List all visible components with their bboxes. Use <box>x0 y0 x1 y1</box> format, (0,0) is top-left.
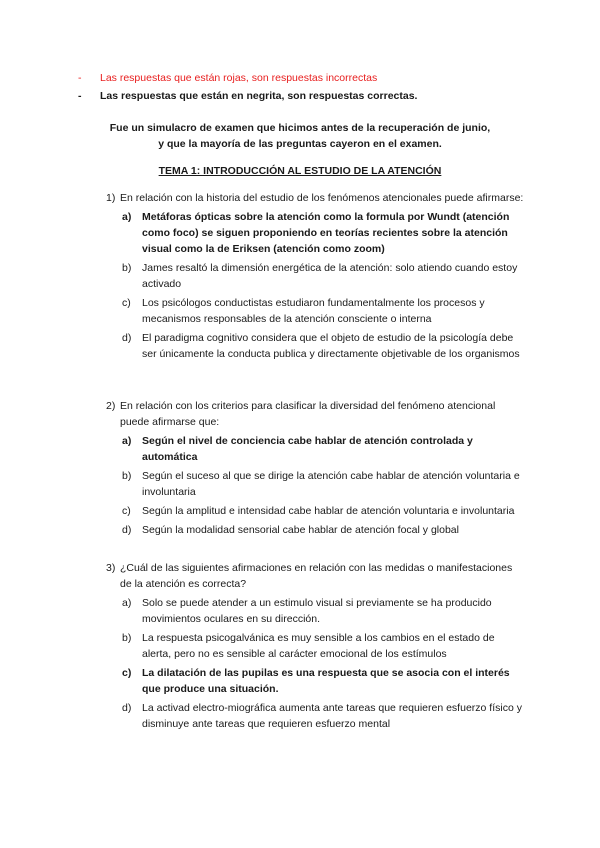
option-c <box>106 665 526 697</box>
legend-dash: - <box>78 72 82 84</box>
intro-line-1: Fue un simulacro de examen que hicimos antes de la recuperación de junio, <box>109 122 491 134</box>
option-letter: b) <box>122 632 132 644</box>
question-stem: En relación con la historia del estudio de los fenómenos atencionales puede afirmarse: <box>120 192 524 204</box>
question-stem: ¿Cuál de las siguientes afirmaciones en relación con las medidas o manifestaciones de la atención es correcta? <box>120 562 513 590</box>
option-b <box>106 630 526 662</box>
options-list <box>106 595 526 732</box>
option-text: Según la amplitud e intensidad cabe hablar de atención voluntaria e involuntaria <box>142 505 515 517</box>
options-list <box>106 209 526 362</box>
option-c <box>106 503 526 519</box>
option-letter: c) <box>122 667 132 679</box>
option-text: La dilatación de las pupilas es una respuesta que se asocia con el interés que produce una situación. <box>142 667 510 695</box>
legend-text-incorrect: Las respuestas que están rojas, son respuestas incorrectas <box>100 72 378 84</box>
option-text: El paradigma cognitivo considera que el objeto de estudio de la psicología debe ser únicamente la conducta publica y directamente objetivable de los organismos <box>142 332 520 360</box>
option-letter: c) <box>122 297 131 309</box>
option-text: Según el nivel de conciencia cabe hablar de atención controlada y automática <box>142 435 473 463</box>
option-b <box>106 260 526 292</box>
option-letter: d) <box>122 332 132 344</box>
option-text: Los psicólogos conductistas estudiaron fundamentalmente los procesos y mecanismos responsables de la atención consciente o interna <box>142 297 485 325</box>
options-list <box>106 433 526 538</box>
option-letter: b) <box>122 262 132 274</box>
option-letter: a) <box>122 211 132 223</box>
option-c <box>106 295 526 327</box>
legend-text-correct: Las respuestas que están en negrita, son respuestas correctas. <box>100 90 418 102</box>
question-stem: En relación con los criterios para clasificar la diversidad del fenómeno atencional puede afirmarse que: <box>120 400 496 428</box>
question-number: 1) <box>106 192 116 204</box>
option-text: Solo se puede atender a un estimulo visual si previamente se ha producido movimientos oculares en su dirección. <box>142 597 492 625</box>
question-3 <box>106 560 526 732</box>
option-text: Según la modalidad sensorial cabe hablar de atención focal y global <box>142 524 459 536</box>
option-text: Metáforas ópticas sobre la atención como la formula por Wundt (atención como foco) se siguen proponiendo en teorías recientes sobre la atención visual como la de Eriksen (atención como zoom) <box>142 211 510 255</box>
question-2 <box>106 398 526 538</box>
option-text: La respuesta psicogalvánica es muy sensible a los cambios en el estado de alerta, pero no es sensible al carácter emocional de los estímulos <box>142 632 495 660</box>
option-d <box>106 522 526 538</box>
option-a <box>106 433 526 465</box>
question-1 <box>106 190 526 362</box>
question-number: 2) <box>106 400 116 412</box>
option-text: James resaltó la dimensión energética de la atención: solo atiendo cuando estoy activado <box>142 262 518 290</box>
option-d <box>106 700 526 732</box>
option-b <box>106 468 526 500</box>
option-text: Según el suceso al que se dirige la atención cabe hablar de atención voluntaria e involuntaria <box>142 470 520 498</box>
option-letter: a) <box>122 597 132 609</box>
option-d <box>106 330 526 362</box>
question-number: 3) <box>106 562 116 574</box>
option-letter: d) <box>122 702 132 714</box>
option-a <box>106 595 526 627</box>
option-a <box>106 209 526 257</box>
intro-note <box>70 120 530 152</box>
section-title: TEMA 1: INTRODUCCIÓN AL ESTUDIO DE LA ATENCIÓN <box>158 165 442 177</box>
option-text: La activad electro-miográfica aumenta ante tareas que requieren esfuerzo físico y disminuye ante tareas que requieren esfuerzo mental <box>142 702 522 730</box>
option-letter: b) <box>122 470 132 482</box>
option-letter: d) <box>122 524 132 536</box>
option-letter: c) <box>122 505 131 517</box>
legend-dash: - <box>78 90 82 102</box>
option-letter: a) <box>122 435 132 447</box>
intro-line-2: y que la mayoría de las preguntas cayeron en el examen. <box>158 138 442 150</box>
